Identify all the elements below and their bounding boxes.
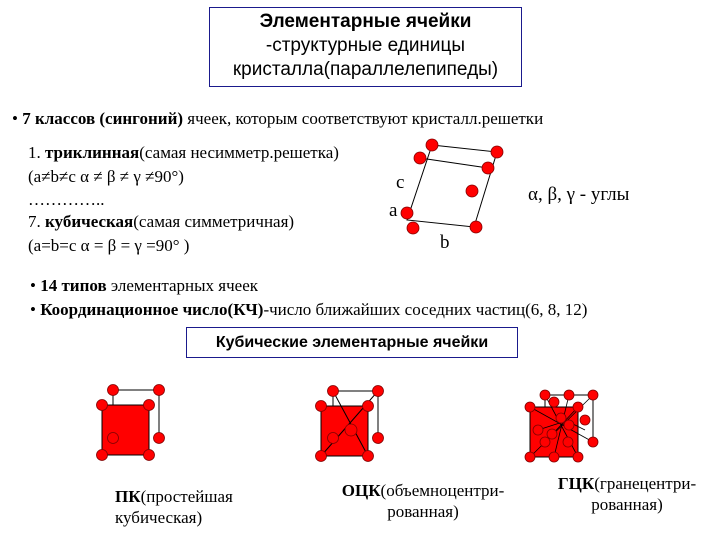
bullet-text: ячеек, которым соответствуют кристалл.решетки: [183, 109, 544, 128]
atom: [491, 146, 503, 158]
edge-label-c: c: [396, 172, 405, 193]
atom: [564, 390, 574, 400]
atom: [154, 385, 165, 396]
atom: [345, 424, 357, 436]
atom: [470, 221, 482, 233]
atom: [588, 437, 598, 447]
atom: [573, 452, 583, 462]
atom: [547, 429, 557, 439]
bullet-text: -число ближайших соседних частиц(6, 8, 12): [263, 300, 588, 319]
caption-text: кубическая): [115, 508, 203, 527]
list-item-text: (самая несимметр.решетка): [139, 143, 339, 162]
caption-gck: [536, 473, 718, 515]
atom: [144, 450, 155, 461]
atom: [363, 451, 374, 462]
triclinic-cell-diagram: [401, 139, 503, 234]
atom: [540, 437, 550, 447]
atom: [316, 451, 327, 462]
atom: [97, 450, 108, 461]
atom: [482, 162, 494, 174]
caption-text: (простейшая: [140, 487, 233, 506]
bullet-text: элементарных ячеек: [106, 276, 258, 295]
caption-pk: [115, 486, 233, 528]
atom: [563, 437, 573, 447]
atom: [525, 452, 535, 462]
caption-bold: ПК: [115, 487, 141, 506]
atom: [154, 433, 165, 444]
bullet-marker: •: [30, 300, 36, 319]
cubic-cells-subtitle: Кубические элементарные ячейки: [186, 327, 518, 358]
simple-cubic-cell: [97, 385, 165, 461]
caption-bold: ГЦК: [557, 474, 595, 493]
atom: [328, 433, 339, 444]
bullet-marker: •: [12, 109, 18, 128]
atom: [328, 386, 339, 397]
bullet-bold-text: 14 типов: [40, 276, 107, 295]
atom: [580, 415, 590, 425]
title-line-3: кристалла(параллелепипеды): [232, 59, 499, 80]
atom: [407, 222, 419, 234]
atom: [401, 207, 413, 219]
atom: [426, 139, 438, 151]
atom: [564, 420, 574, 430]
list-item-bold: кубическая: [45, 212, 134, 231]
caption-text: (гранецентри-: [594, 474, 697, 493]
atom: [97, 400, 108, 411]
atom: [573, 402, 583, 412]
atom: [316, 401, 327, 412]
bullet-marker: •: [30, 276, 36, 295]
edge-label-b: b: [440, 232, 450, 253]
atom: [588, 390, 598, 400]
title-line-1: Элементарные ячейки: [259, 11, 472, 32]
edge-label-a: a: [389, 200, 398, 221]
list-item-text: (самая симметричная): [133, 212, 295, 231]
bullet-bold-text: Координационное число(КЧ): [40, 300, 264, 319]
angles-label: α, β, γ - углы: [528, 184, 630, 205]
atom: [373, 386, 384, 397]
caption-ock: [318, 480, 528, 522]
caption-bold: ОЦК: [341, 481, 381, 500]
atom: [144, 400, 155, 411]
list-item-number: 1.: [28, 143, 45, 162]
atom: [466, 185, 478, 197]
list-item-number: 7.: [28, 212, 45, 231]
atom: [549, 397, 559, 407]
caption-text: рованная): [387, 502, 459, 521]
atom: [414, 152, 426, 164]
atom: [108, 433, 119, 444]
caption-text: (объемноцентри-: [380, 481, 505, 500]
atom: [556, 413, 566, 423]
bullet-bold-text: 7 классов (сингоний): [22, 109, 184, 128]
atom: [549, 452, 559, 462]
atom: [525, 402, 535, 412]
fcc-cell: [525, 390, 598, 462]
caption-text: рованная): [591, 495, 663, 514]
triclinic-params: (a≠b≠c α ≠ β ≠ γ ≠90°): [28, 167, 184, 186]
bcc-cell: [316, 386, 384, 462]
atom: [373, 433, 384, 444]
title-line-2: -структурные единицы: [265, 35, 466, 56]
atom: [108, 385, 119, 396]
list-ellipsis: …………..: [28, 190, 105, 209]
atom: [533, 425, 543, 435]
cubic-params: (a=b=c α = β = γ =90° ): [28, 236, 190, 255]
atom: [540, 390, 550, 400]
atom: [363, 401, 374, 412]
list-item-bold: триклинная: [45, 143, 140, 162]
